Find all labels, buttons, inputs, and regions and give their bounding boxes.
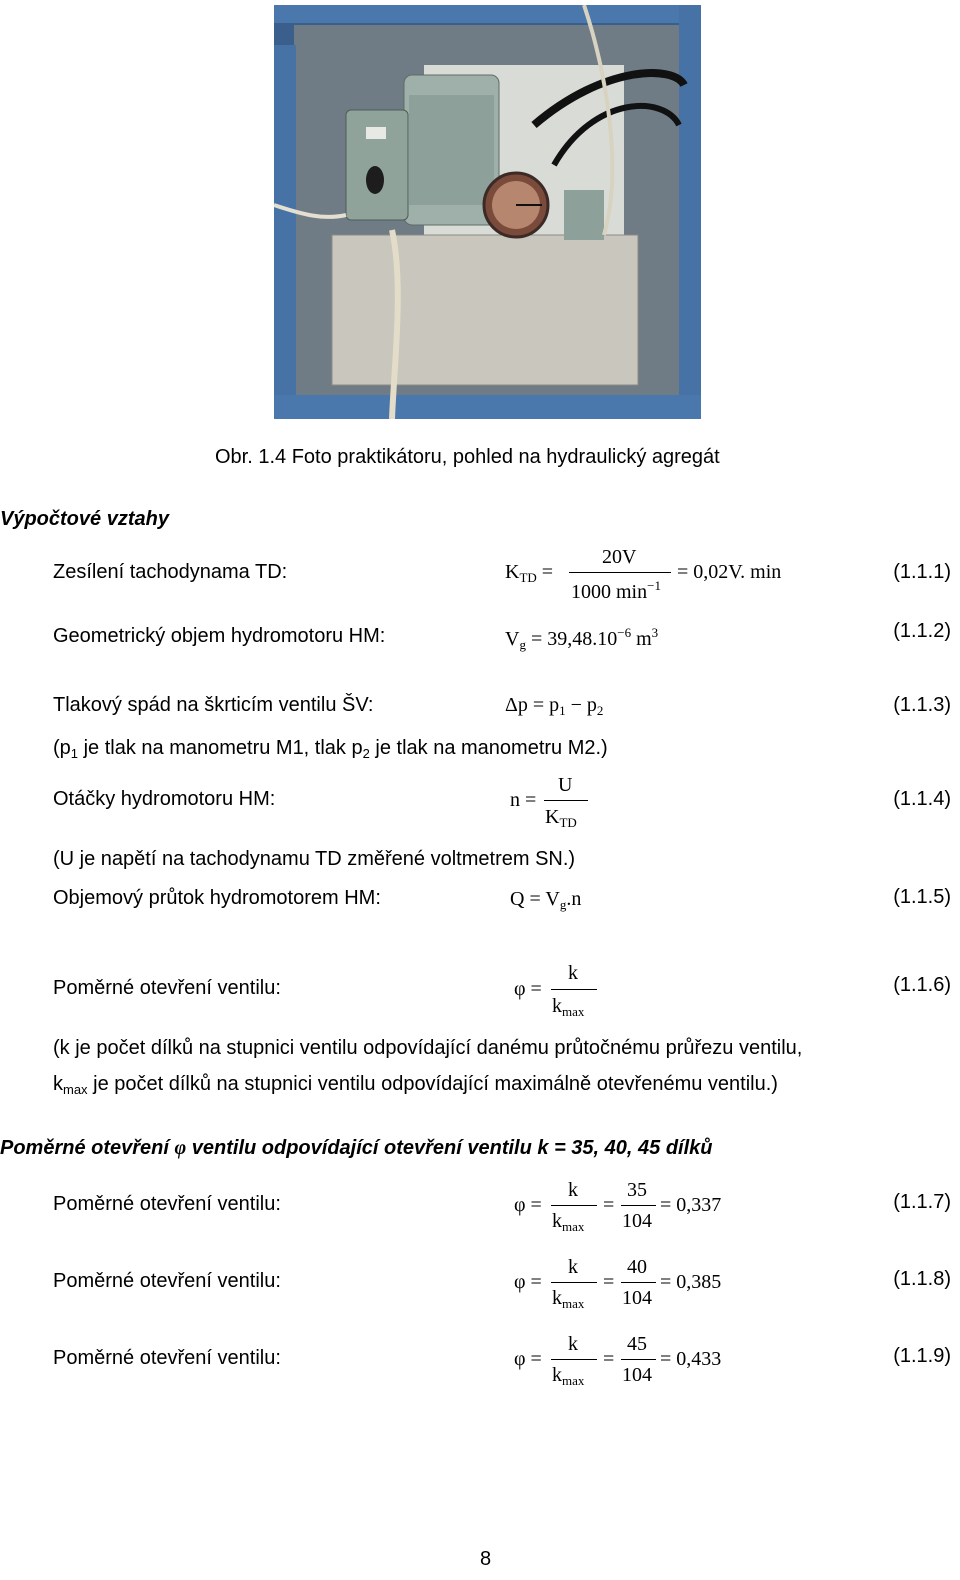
calc-den: $k_{max}$: [552, 1210, 585, 1234]
calc-num: k: [568, 1179, 578, 1201]
figure-caption: Obr. 1.4 Foto praktikátoru, pohled na hydraulický agregát: [215, 446, 720, 468]
eq1-result: = 0,02V. min: [677, 561, 782, 583]
eq6-numerator: k: [568, 962, 578, 984]
eq1-denominator: 1000 $\min^{-1}$: [571, 578, 661, 603]
eq1-number: (1.1.1): [893, 561, 951, 583]
calc-eq: =: [603, 1348, 615, 1370]
eq3-label: Tlakový spád na škrticím ventilu ŠV:: [53, 694, 374, 716]
calc-result: = 0,385: [660, 1271, 722, 1293]
eq6-note-line2: $k_{max}$ je počet dílků na stupnici ventilu odpovídající maximálně otevřenému ventilu.): [53, 1073, 778, 1097]
calc-bar2: [621, 1282, 656, 1283]
eq5-number: (1.1.5): [893, 886, 951, 908]
calc-eq: =: [603, 1271, 615, 1293]
eq3-note: ($p_1$ je tlak na manometru M1, tlak $p_2$ je tlak na manometru M2.): [53, 737, 608, 761]
eq6-fraction-bar: [551, 989, 597, 990]
eq6-note-line1: (k je počet dílků na stupnici ventilu odpovídající danému průtočnému průřezu ventilu,: [53, 1037, 803, 1059]
calc-result: = 0,433: [660, 1348, 722, 1370]
calc-bar: [551, 1205, 597, 1206]
calc-result: = 0,337: [660, 1194, 722, 1216]
eq1-numerator: 20V: [602, 546, 637, 568]
page-number: 8: [480, 1548, 492, 1570]
calc-num2: 35: [627, 1179, 647, 1201]
eq4-lhs: n =: [510, 789, 537, 811]
calc-den: $k_{max}$: [552, 1364, 585, 1388]
eq2-formula: $V_g = 39,48.10^{-6}$ $m^3$: [505, 625, 659, 652]
eq4-note: (U je napětí na tachodynamu TD změřené voltmetrem SN.): [53, 848, 576, 870]
eq4-denominator: $K_{TD}$: [545, 806, 577, 830]
calc-num2: 40: [627, 1256, 647, 1278]
calc-number: (1.1.8): [893, 1268, 951, 1290]
calc-bar: [551, 1359, 597, 1360]
calc-num2: 45: [627, 1333, 647, 1355]
eq6-lhs: φ =: [514, 978, 542, 1000]
section-heading-valve-opening: Poměrné otevření φ ventilu odpovídající otevření ventilu k = 35, 40, 45 dílků: [0, 1137, 713, 1159]
eq4-fraction-bar: [544, 800, 588, 801]
calc-number: (1.1.9): [893, 1345, 951, 1367]
hydraulic-unit-photo: [274, 5, 701, 419]
calc-bar2: [621, 1205, 656, 1206]
calc-num: k: [568, 1256, 578, 1278]
eq6-denominator: $k_{max}$: [552, 995, 585, 1019]
calc-eq: =: [603, 1194, 615, 1216]
eq5-formula: $Q = V_g.n$: [510, 888, 582, 912]
eq1-label: Zesílení tachodynama TD:: [53, 561, 288, 583]
eq4-numerator: U: [558, 774, 573, 796]
eq3-formula: $\Delta p = p_1 - p_2$: [505, 694, 604, 718]
calc-label: Poměrné otevření ventilu:: [53, 1193, 281, 1215]
calc-lhs: φ =: [514, 1348, 542, 1370]
eq4-label: Otáčky hydromotoru HM:: [53, 788, 276, 810]
calc-den2: 104: [622, 1210, 652, 1232]
calc-label: Poměrné otevření ventilu:: [53, 1270, 281, 1292]
calc-den: $k_{max}$: [552, 1287, 585, 1311]
calc-lhs: φ =: [514, 1271, 542, 1293]
eq6-label: Poměrné otevření ventilu:: [53, 977, 281, 999]
eq5-label: Objemový průtok hydromotorem HM:: [53, 887, 381, 909]
calc-label: Poměrné otevření ventilu:: [53, 1347, 281, 1369]
eq2-label: Geometrický objem hydromotoru HM:: [53, 625, 386, 647]
eq1-lhs: $K_{TD}$ =: [505, 561, 554, 585]
eq4-number: (1.1.4): [893, 788, 951, 810]
eq1-fraction-bar: [569, 572, 671, 573]
eq3-number: (1.1.3): [893, 694, 951, 716]
calc-bar: [551, 1282, 597, 1283]
calc-den2: 104: [622, 1287, 652, 1309]
eq6-number: (1.1.6): [893, 974, 951, 996]
calc-den2: 104: [622, 1364, 652, 1386]
calc-num: k: [568, 1333, 578, 1355]
calc-lhs: φ =: [514, 1194, 542, 1216]
eq2-number: (1.1.2): [893, 620, 951, 642]
calc-bar2: [621, 1359, 656, 1360]
section-heading-formulas: Výpočtové vztahy: [0, 508, 169, 530]
calc-number: (1.1.7): [893, 1191, 951, 1213]
